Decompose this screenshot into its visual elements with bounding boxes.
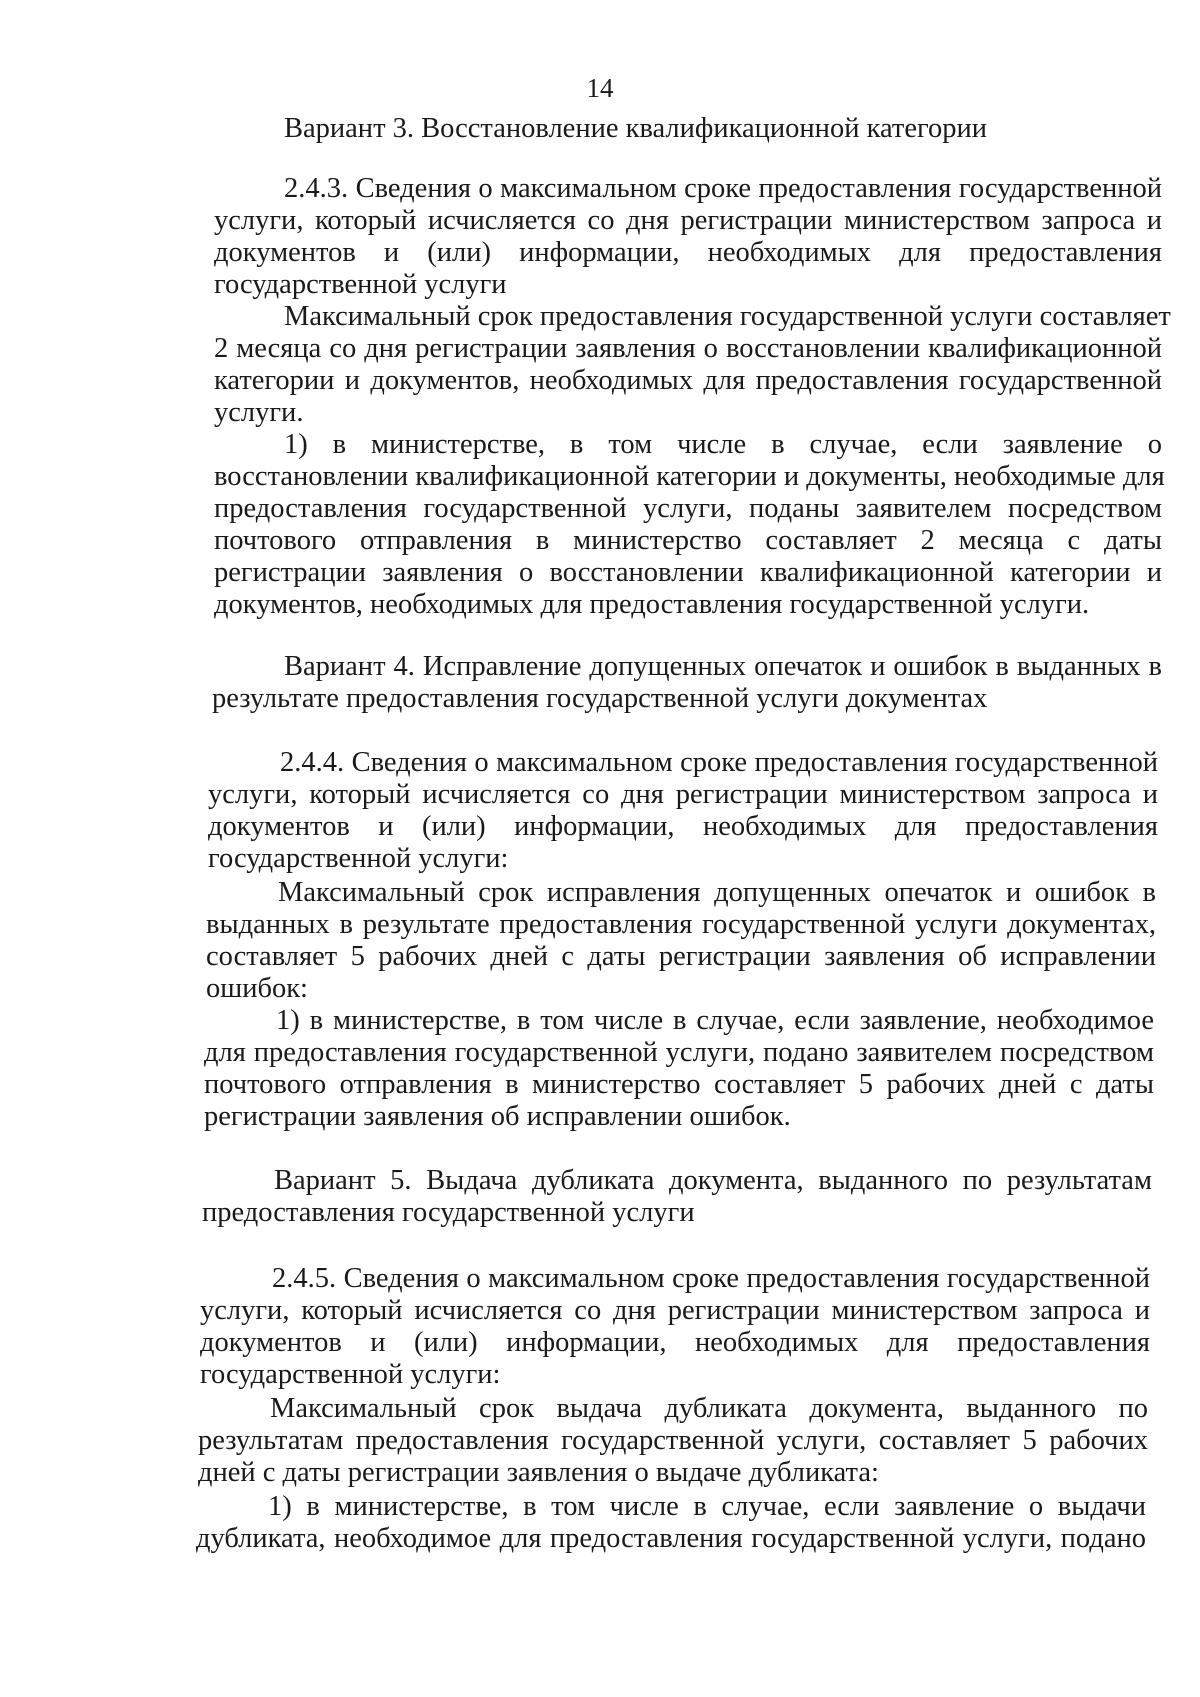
paragraph-2-4-5-a-line-1: Максимальный срок выдача дубликата документа, выданного по: [270, 1393, 1148, 1424]
section-2-4-3-line-3: документов и (или) информации, необходимых для предоставления: [214, 237, 1162, 268]
paragraph-2-4-3-b-line-3: предоставления государственной услуги, поданы заявителем посредством: [214, 493, 1162, 524]
paragraph-2-4-3-a-line-4: услуги.: [214, 397, 304, 428]
paragraph-2-4-3-b-line-5: регистрации заявления о восстановлении квалификационной категории и: [214, 557, 1162, 588]
paragraph-2-4-3-a-line-3: категории и документов, необходимых для предоставления государственной: [214, 365, 1162, 396]
section-2-4-3-line-2: услуги, который исчисляется со дня регистрации министерством запроса и: [214, 205, 1162, 236]
section-2-4-5-line-1: 2.4.5. Сведения о максимальном сроке предоставления государственной: [272, 1263, 1150, 1294]
paragraph-2-4-4-b-line-3: почтового отправления в министерство составляет 5 рабочих дней с даты: [204, 1069, 1154, 1100]
section-2-4-4-line-2: услуги, который исчисляется со дня регистрации министерством запроса и: [208, 779, 1158, 810]
paragraph-2-4-5-b-line-1: 1) в министерстве, в том числе в случае, если заявление о выдачи: [268, 1491, 1146, 1522]
section-2-4-4-line-1: 2.4.4. Сведения о максимальном сроке предоставления государственной: [280, 747, 1158, 778]
section-2-4-3-line-1: 2.4.3. Сведения о максимальном сроке предоставления государственной: [284, 173, 1162, 204]
section-2-4-4-line-4: государственной услуги:: [208, 843, 509, 874]
variant-5-heading-line-1: Вариант 5. Выдача дубликата документа, выданного по результатам: [274, 1165, 1152, 1196]
paragraph-2-4-4-b-line-1: 1) в министерстве, в том числе в случае, если заявление, необходимое: [276, 1005, 1154, 1036]
section-2-4-5-line-4: государственной услуги:: [200, 1359, 501, 1390]
paragraph-2-4-3-b-line-4: почтового отправления в министерство составляет 2 месяца с даты: [214, 525, 1162, 556]
paragraph-2-4-4-a-line-2: выданных в результате предоставления государственной услуги документах,: [206, 909, 1156, 940]
variant-4-heading-line-2: результате предоставления государственной услуги документах: [212, 683, 988, 714]
paragraph-2-4-3-b-line-6: документов, необходимых для предоставления государственной услуги.: [214, 589, 1090, 620]
variant-3-heading: Вариант 3. Восстановление квалификационной категории: [284, 113, 987, 144]
page-number: 14: [586, 73, 614, 103]
section-2-4-5-line-2: услуги, который исчисляется со дня регистрации министерством запроса и: [200, 1295, 1150, 1326]
paragraph-2-4-4-b-line-4: регистрации заявления об исправлении ошибок.: [204, 1101, 791, 1132]
paragraph-2-4-5-b-line-2: дубликата, необходимое для предоставления государственной услуги, подано: [196, 1523, 1146, 1554]
paragraph-2-4-5-a-line-3: дней с даты регистрации заявления о выдаче дубликата:: [198, 1457, 879, 1488]
variant-4-heading-line-1: Вариант 4. Исправление допущенных опечаток и ошибок в выданных в: [284, 651, 1162, 682]
paragraph-2-4-3-b-line-2: восстановлении квалификационной категории и документы, необходимые для: [214, 461, 1165, 492]
paragraph-2-4-4-b-line-2: для предоставления государственной услуги, подано заявителем посредством: [204, 1037, 1154, 1068]
paragraph-2-4-4-a-line-1: Максимальный срок исправления допущенных опечаток и ошибок в: [278, 877, 1156, 908]
section-2-4-5-line-3: документов и (или) информации, необходимых для предоставления: [200, 1327, 1150, 1358]
paragraph-2-4-3-a-line-2: 2 месяца со дня регистрации заявления о восстановлении квалификационной: [214, 333, 1162, 364]
paragraph-2-4-3-a-line-1: Максимальный срок предоставления государственной услуги составляет: [284, 301, 1171, 332]
variant-5-heading-line-2: предоставления государственной услуги: [202, 1197, 695, 1228]
section-2-4-4-line-3: документов и (или) информации, необходимых для предоставления: [208, 811, 1158, 842]
paragraph-2-4-5-a-line-2: результатам предоставления государственной услуги, составляет 5 рабочих: [198, 1425, 1148, 1456]
section-2-4-3-line-4: государственной услуги: [214, 269, 507, 300]
paragraph-2-4-4-a-line-4: ошибок:: [206, 973, 308, 1004]
paragraph-2-4-3-b-line-1: 1) в министерстве, в том числе в случае, если заявление о: [284, 429, 1162, 460]
paragraph-2-4-4-a-line-3: составляет 5 рабочих дней с даты регистрации заявления об исправлении: [206, 941, 1156, 972]
